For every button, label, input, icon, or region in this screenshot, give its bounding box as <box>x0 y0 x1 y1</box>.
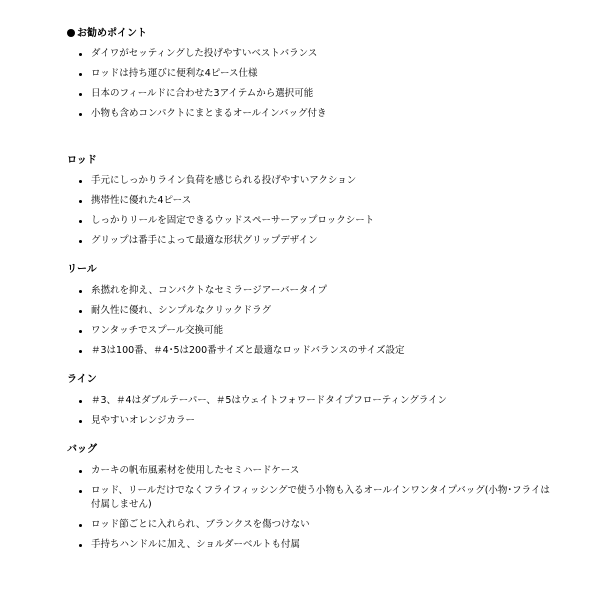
bullet-icon <box>79 400 82 403</box>
list-item: グリップは番手によって最適な形状グリップデザイン <box>0 234 551 248</box>
list-item: ロッド節ごとに入れられ、ブランクスを傷つけない <box>0 518 551 532</box>
list-item: 小物も含めコンパクトにまとまるオールインバッグ付き <box>0 107 551 121</box>
bullet-icon <box>79 220 82 223</box>
list-item: ロッドは持ち運びに便利な4ピース仕様 <box>0 67 551 81</box>
list-item: しっかりリールを固定できるウッドスペーサーアップロックシート <box>0 214 551 228</box>
recommend-heading <box>67 28 147 40</box>
bullet-icon <box>79 330 82 333</box>
bullet-icon <box>79 490 82 493</box>
bullet-icon <box>79 310 82 313</box>
bag-list <box>0 464 600 558</box>
bullet-icon <box>79 524 82 527</box>
rod-title: ロッド <box>67 155 97 166</box>
list-item: ワンタッチでスプール交換可能 <box>0 324 551 338</box>
bullet-icon <box>79 180 82 183</box>
reel-title: リール <box>67 264 97 275</box>
bullet-icon <box>79 53 82 56</box>
bag-heading <box>67 444 97 456</box>
list-item: ダイワがセッティングした投げやすいベストバランス <box>0 47 551 61</box>
recommend-title: お勧めポイント <box>77 28 147 39</box>
rod-list <box>0 174 600 254</box>
bullet-circle-icon <box>67 29 75 37</box>
bullet-icon <box>79 290 82 293</box>
bag-title: バッグ <box>67 444 97 455</box>
rod-heading <box>67 155 97 167</box>
list-item: 糸撚れを抑え、コンパクトなセミラージアーバータイプ <box>0 284 551 298</box>
bullet-icon <box>79 200 82 203</box>
list-item: 手元にしっかりライン負荷を感じられる投げやすいアクション <box>0 174 551 188</box>
bullet-icon <box>79 73 82 76</box>
list-item: 手持ちハンドルに加え、ショルダーベルトも付属 <box>0 538 551 552</box>
bullet-icon <box>79 470 82 473</box>
list-item: ＃3は100番、＃4･5は200番サイズと最適なロッドバランスのサイズ設定 <box>0 344 551 358</box>
bullet-icon <box>79 240 82 243</box>
reel-heading <box>67 264 97 276</box>
reel-list <box>0 284 600 364</box>
line-list <box>0 394 600 434</box>
line-heading <box>67 374 97 386</box>
bullet-icon <box>79 93 82 96</box>
list-item: ＃3、＃4はダブルテーパー、＃5はウェイトフォワードタイプフローティングライン <box>0 394 551 408</box>
bullet-icon <box>79 350 82 353</box>
bullet-icon <box>79 420 82 423</box>
list-item: 携帯性に優れた4ピース <box>0 194 551 208</box>
list-item: 日本のフィールドに合わせた3アイテムから選択可能 <box>0 87 551 101</box>
list-item: カーキの帆布風素材を使用したセミハードケース <box>0 464 551 478</box>
bullet-icon <box>79 544 82 547</box>
bullet-icon <box>79 113 82 116</box>
list-item: 耐久性に優れ、シンプルなクリックドラグ <box>0 304 551 318</box>
list-item: 見やすいオレンジカラー <box>0 414 551 428</box>
line-title: ライン <box>67 374 97 385</box>
list-item: ロッド、リールだけでなくフライフィッシングで使う小物も入るオールインワンタイプバッグ(小物･フライは付属しません) <box>0 484 551 512</box>
recommend-list <box>0 47 600 127</box>
